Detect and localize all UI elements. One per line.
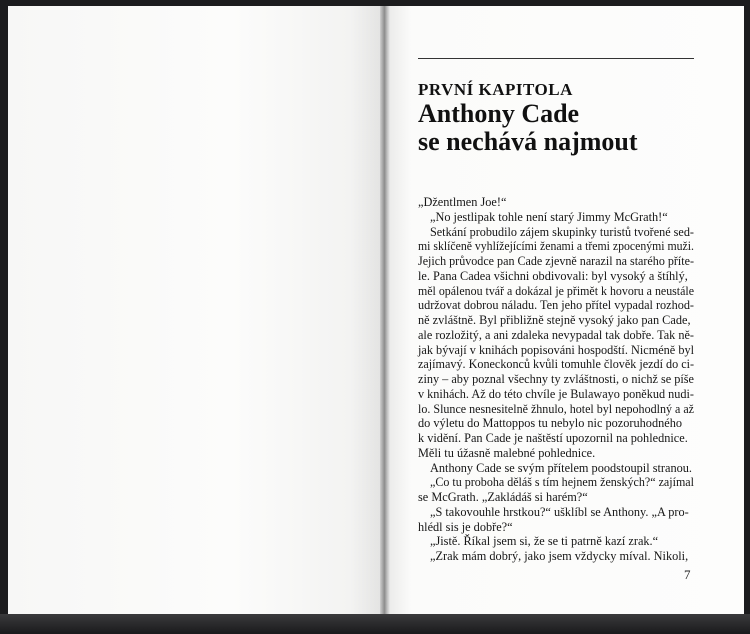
- text-line: „Jistě. Říkal jsem si, že se ti patrně kazí zrak.“: [430, 534, 659, 549]
- chapter-rule: [418, 58, 694, 59]
- text-line: udržovat dobrou náladu. Ten jeho přítel vypadal rozhod-: [418, 298, 695, 313]
- body-text: [418, 195, 694, 564]
- text-line: le. Pana Cadea všichni obdivovali: byl vysoký a štíhlý,: [418, 268, 688, 283]
- text-line: do výletu do Mattoppos tu nebylo nic pozoruhodného: [418, 416, 683, 431]
- text-line: hlédl sis je dobře?“: [418, 519, 513, 534]
- text-line: zajímavý. Koneckonců kvůli tomuhle člověk jezdí do ci-: [418, 357, 695, 372]
- text-line: Jejich průvodce pan Cade zjevně narazil na starého příte-: [418, 254, 694, 268]
- chapter-title-line: se nechává najmout: [418, 127, 638, 156]
- text-line: „Džentlmen Joe!“: [418, 195, 507, 209]
- text-line: jak bývají v knihách popisováni hospodští. Nicméně byl: [418, 342, 695, 357]
- chapter-label: PRVNÍ KAPITOLA: [418, 80, 573, 99]
- text-line: Anthony Cade se svým přítelem poodstoupil stranou.: [430, 460, 692, 475]
- text-line: ale rozložitý, a ani zdaleka nevypadal tak dobře. Tak ně-: [418, 327, 694, 342]
- text-line: lo. Slunce nesnesitelně žhnulo, hotel byl nepohodlný a až: [418, 401, 695, 416]
- text-line: „Co tu proboha děláš s tím hejnem ženských?“ zajímal: [430, 475, 694, 490]
- text-line: Měli tu úžasně malebné pohlednice.: [418, 445, 596, 460]
- text-line: „No jestlipak tohle není starý Jimmy McGrath!“: [430, 209, 668, 224]
- book-bottom-edge: [0, 614, 750, 634]
- text-line: „Zrak mám dobrý, jako jsem vždycky míval. Nikoli,: [430, 549, 689, 563]
- text-line: ně zvláštně. Byl přibližně stejně vysoký jako pan Cade,: [418, 313, 691, 327]
- text-line: k vidění. Pan Cade je naštěstí upozornil na pohlednice.: [418, 431, 688, 445]
- text-line: v knihách. Až do této chvíle je Bulawayo poněkud nudi-: [418, 386, 695, 401]
- book-gutter: [380, 6, 390, 614]
- text-line: mi sklíčeně vyhlížejícími ženami a třemi zpocenými muži.: [418, 239, 695, 254]
- left-page: [8, 6, 380, 614]
- chapter-title: [418, 100, 708, 156]
- text-line: se McGrath. „Zakládáš si harém?“: [418, 490, 588, 504]
- text-line: ziny – aby poznal všechny ty zvláštnosti, o nichž se píše: [418, 372, 694, 386]
- text-line: Setkání probudilo zájem skupinky turistů tvořené sed-: [430, 224, 694, 239]
- text-line: měl opálenou tvář a dokázal je přimět k hovoru a neustále: [418, 283, 695, 298]
- text-line: „S takovouhle hrstkou?“ ušklíbl se Anthony. „A pro-: [430, 504, 689, 519]
- chapter-title-line: Anthony Cade: [418, 99, 580, 128]
- page-number: 7: [684, 567, 691, 582]
